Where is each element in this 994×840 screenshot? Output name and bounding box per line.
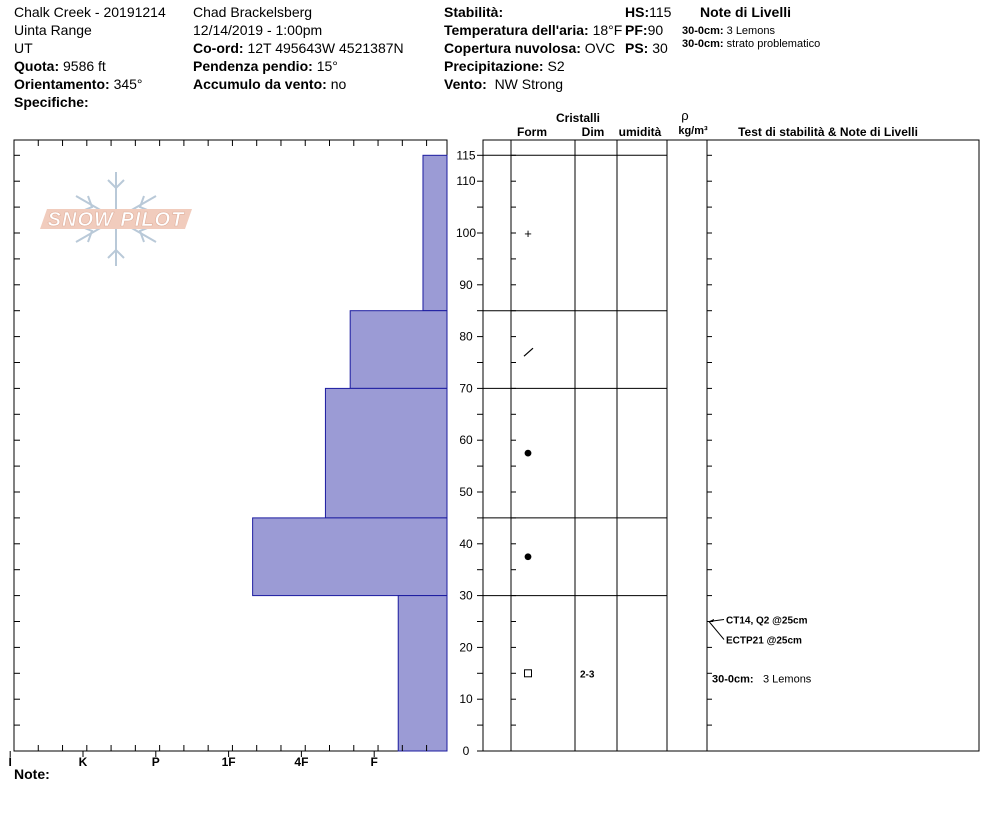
- depth-axis: [456, 148, 483, 758]
- air-temp-value: 18°F: [592, 22, 623, 38]
- depth-label: 40: [459, 536, 473, 551]
- observer-name: Chad Brackelsberg: [193, 4, 313, 20]
- coord-label: Co-ord:: [193, 40, 244, 56]
- crystal-table-dividers: [511, 140, 707, 751]
- test-arrow: [709, 622, 724, 640]
- crystals-group-header: Cristalli: [555, 111, 601, 125]
- tests-column-header: Test di stabilità & Note di Livelli: [738, 125, 918, 139]
- depth-label: 0: [462, 744, 470, 758]
- crystal-marks: [524, 226, 595, 680]
- dim-column-header: Dim: [581, 125, 605, 139]
- hardness-label: 1F: [221, 755, 236, 769]
- depth-label: 60: [459, 433, 473, 448]
- layer-note-text: 3 Lemons: [726, 25, 775, 37]
- density-symbol: ρ: [681, 108, 689, 123]
- observation-datetime: 12/14/2019 - 1:00pm: [193, 22, 323, 38]
- depth-label: 110: [456, 174, 476, 189]
- ps-value: 30: [652, 40, 668, 56]
- precip-label: Precipitazione:: [444, 58, 544, 74]
- test-label: CT14, Q2 @25cm: [726, 615, 808, 627]
- depth-label: 30: [459, 588, 473, 603]
- layer-note-range: 30-0cm:: [682, 38, 724, 50]
- layer-note-text: 3 Lemons: [763, 673, 812, 686]
- aspect-value: 345°: [113, 76, 143, 92]
- depth-label: 10: [459, 692, 473, 707]
- site-name: Chalk Creek - 20191214: [14, 4, 166, 20]
- table-depth-ticks: [511, 155, 712, 751]
- state-name: UT: [14, 40, 33, 56]
- depth-label: 80: [459, 329, 473, 344]
- layer-notes-title: Note di Livelli: [700, 4, 792, 20]
- hardness-bar: [398, 596, 447, 751]
- hardness-bars: [253, 155, 447, 751]
- hs-label: HS:: [625, 4, 650, 20]
- hs-value: 115: [649, 4, 672, 20]
- hardness-bar: [325, 388, 447, 518]
- cloud-label: Copertura nuvolosa:: [444, 40, 581, 56]
- elevation-label: Quota:: [14, 58, 60, 74]
- logo-text: SNOW PILOT: [47, 209, 185, 231]
- hardness-bar: [423, 155, 447, 310]
- specifics-label: Specifiche:: [14, 94, 89, 110]
- crystal-form-mark: [525, 670, 532, 677]
- slope-label: Pendenza pendio:: [193, 58, 313, 74]
- form-column-header: Form: [517, 125, 547, 139]
- hardness-label: K: [78, 755, 88, 769]
- test-label: ECTP21 @25cm: [726, 635, 802, 647]
- crystal-form-mark: [525, 450, 532, 457]
- depth-label: 50: [459, 485, 473, 499]
- pf-label: PF:: [625, 22, 648, 38]
- wind-load-label: Accumulo da vento:: [193, 76, 327, 92]
- coord-value: 12T 495643W 4521387N: [247, 40, 404, 56]
- stability-test-marks: [709, 616, 812, 686]
- wind-label: Vento:: [444, 76, 487, 92]
- hardness-bar: [350, 311, 447, 389]
- note-label: Note:: [14, 766, 50, 782]
- pf-value: 90: [647, 22, 664, 38]
- cloud-value: OVC: [584, 40, 616, 56]
- ps-label: PS:: [625, 40, 649, 56]
- snowpilot-logo: [40, 172, 192, 266]
- depth-label: 20: [459, 640, 473, 655]
- moisture-column-header: umidità: [618, 125, 662, 139]
- stability-label: Stabilità:: [444, 4, 504, 20]
- depth-label: 90: [459, 277, 473, 292]
- range-name: Uinta Range: [14, 22, 92, 38]
- hardness-label: 4F: [294, 755, 309, 769]
- hardness-label: I: [8, 755, 12, 769]
- crystal-table-frame: [483, 140, 979, 751]
- density-unit: kg/m³: [678, 125, 708, 137]
- precip-value: S2: [547, 58, 565, 74]
- hardness-label: P: [151, 755, 160, 769]
- hardness-label: F: [370, 755, 378, 769]
- hardness-bar: [253, 518, 447, 596]
- wind-value: NW Strong: [494, 76, 564, 92]
- layer-note-range: 30-0cm:: [682, 25, 724, 37]
- crystal-size-label: 2-3: [580, 669, 595, 681]
- crystal-form-mark: +: [524, 226, 532, 241]
- depth-label: 70: [459, 381, 473, 396]
- layer-note-text: strato problematico: [726, 38, 821, 50]
- crystal-form-mark: [525, 553, 532, 560]
- slope-value: 15°: [316, 58, 338, 74]
- wind-load-value: no: [330, 76, 347, 92]
- layer-note-range: 30-0cm:: [712, 673, 754, 686]
- air-temp-label: Temperatura dell'aria:: [444, 22, 589, 38]
- aspect-label: Orientamento:: [14, 76, 110, 92]
- crystal-form-mark: [524, 348, 533, 356]
- elevation-value: 9586 ft: [63, 58, 106, 74]
- depth-label: 100: [455, 226, 477, 240]
- test-arrowhead: [709, 619, 714, 622]
- depth-label: 115: [456, 148, 476, 163]
